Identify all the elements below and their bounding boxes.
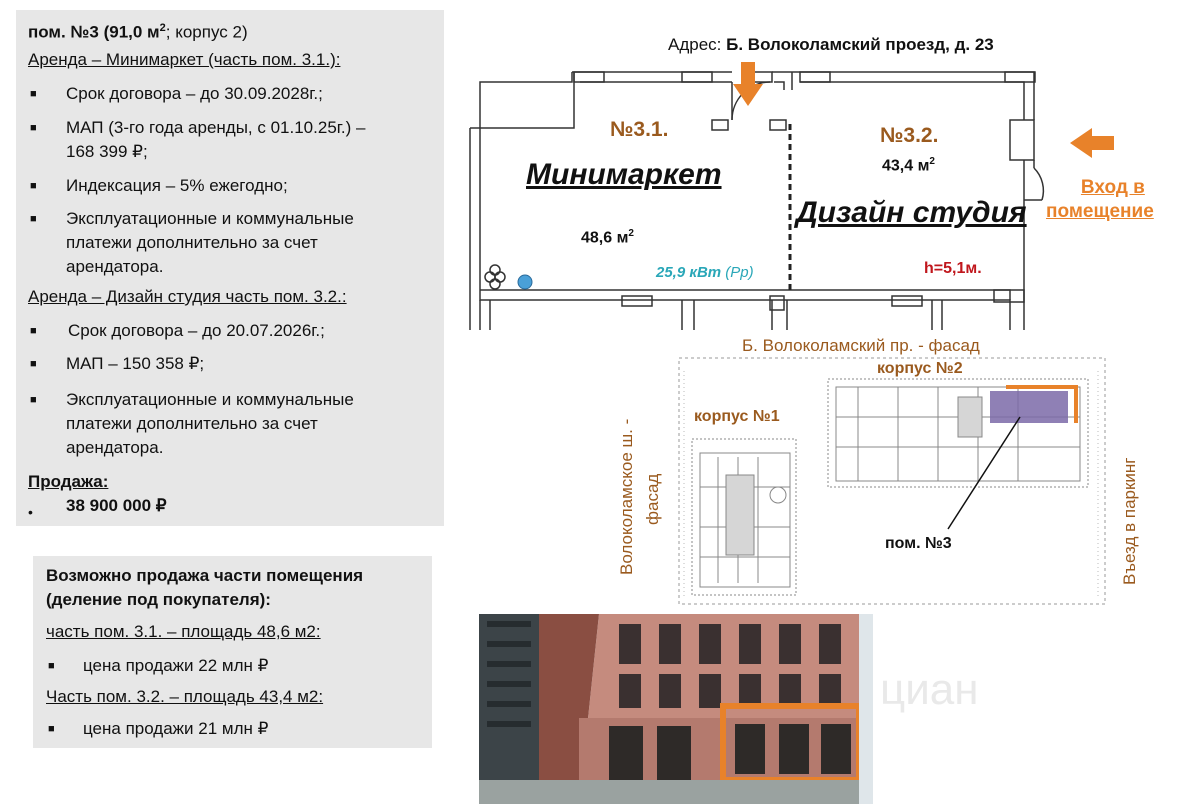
site-plan (678, 357, 1106, 605)
bullet-icon: ■ (30, 88, 37, 100)
parking-entrance-label: Въезд в паркинг (1120, 457, 1139, 585)
premise-title: пом. №3 (91,0 $м^2$; корпус 2) (28, 22, 248, 42)
watermark: циан (880, 665, 979, 714)
ventilation-fan-icon (485, 265, 505, 289)
lease1-rent-line1: МАП (3-го года аренды, с 01.10.25г.) – (66, 118, 366, 137)
lease2-term: Срок договора – до 20.07.2026г.; (68, 321, 325, 340)
room1-number: №3.1. (610, 118, 669, 141)
bullet-icon: ■ (30, 358, 37, 370)
room2-area: 43,4 $м^2$ (882, 156, 935, 175)
part2-price: цена продажи 21 млн ₽ (83, 719, 269, 738)
building-render-image (479, 614, 873, 804)
building2-label: корпус №2 (877, 360, 963, 377)
facade-top-label: Б. Волоколамский пр. - фасад (742, 336, 980, 355)
bullet-icon: ■ (30, 325, 37, 337)
sale-price: 38 900 000 ₽ (66, 496, 167, 515)
lease1-rent-line2: 168 399 ₽; (66, 142, 148, 161)
power-capacity: 25,9 кВт (Рр) (656, 264, 754, 281)
partial-sale-panel (33, 556, 432, 748)
room1-area: 48,6 $м^2$ (581, 228, 634, 247)
entrance-label: Вход в помещение (1046, 177, 1154, 222)
entrance-arrow-top-icon (733, 62, 763, 106)
bullet-icon: ■ (30, 213, 37, 225)
lease1-heading: Аренда – Минимаркет (часть пом. 3.1.): (28, 50, 341, 69)
address-line: Адрес: Б. Волоколамский проезд, д. 23 (668, 35, 994, 54)
lease1-utilities-line2: платежи дополнительно за счет (66, 233, 318, 252)
part2-heading: Часть пом. 3.2. – площадь 43,4 м2: (46, 687, 324, 706)
premise-pointer-label: пом. №3 (885, 535, 952, 552)
premise-highlight (990, 391, 1068, 423)
partial-sale-heading-line2: (деление под покупателя): (46, 590, 271, 609)
lease1-term: Срок договора – до 30.09.2028г.; (66, 84, 323, 103)
lease-info-panel (16, 10, 444, 526)
lease2-utilities-line2: платежи дополнительно за счет (66, 414, 318, 433)
bullet-icon: ■ (30, 180, 37, 192)
ceiling-height: h=5,1м. (924, 260, 982, 277)
lease2-utilities-line3: арендатора. (66, 438, 164, 457)
room2-name: Дизайн студия (796, 196, 1027, 229)
lease1-utilities-line1: Эксплуатационные и коммунальные (66, 209, 354, 228)
bullet-icon: ■ (30, 122, 37, 134)
bullet-icon: • (28, 504, 33, 520)
lease2-rent: МАП – 150 358 ₽; (66, 354, 205, 373)
bullet-icon: ■ (30, 394, 37, 406)
entrance-arrow-side-icon (1070, 128, 1114, 158)
bullet-icon: ■ (48, 660, 55, 672)
part1-heading: часть пом. 3.1. – площадь 48,6 м2: (46, 622, 321, 641)
building1-label: корпус №1 (694, 408, 780, 425)
lease1-utilities-line3: арендатора. (66, 257, 164, 276)
power-point-marker (518, 275, 532, 289)
part1-price: цена продажи 22 млн ₽ (83, 656, 269, 675)
facade-left-label: Волоколамское ш. - фасад (617, 418, 662, 575)
bullet-icon: ■ (48, 723, 55, 735)
lease2-heading: Аренда – Дизайн студия часть пом. 3.2.: (28, 287, 347, 306)
sale-heading: Продажа: (28, 472, 109, 491)
room2-number: №3.2. (880, 124, 939, 147)
lease1-indexation: Индексация – 5% ежегодно; (66, 176, 288, 195)
partial-sale-heading-line1: Возможно продажа части помещения (46, 566, 364, 585)
room1-name: Минимаркет (526, 158, 722, 191)
lease2-utilities-line1: Эксплуатационные и коммунальные (66, 390, 354, 409)
